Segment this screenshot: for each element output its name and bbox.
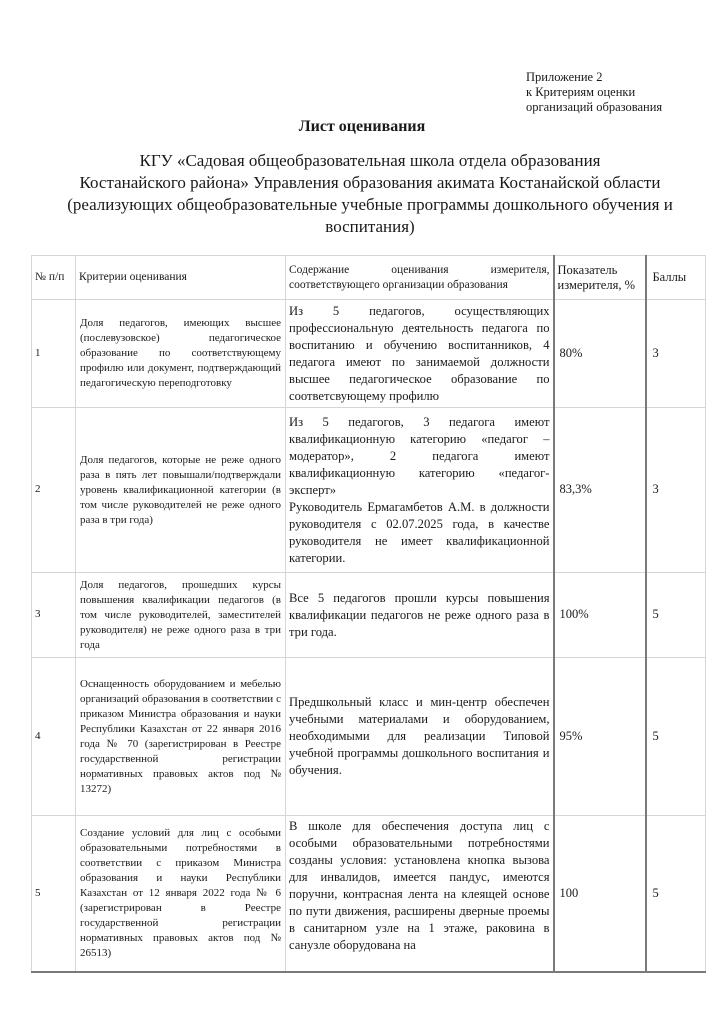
organization-line-1: КГУ «Садовая общеобразовательная школа отдела образования [139,151,601,170]
header-indicator: Показатель измерителя, % [554,256,646,300]
annex-note [526,70,662,115]
row-criteria: Оснащенность оборудованием и мебелью организаций образования в соответствии с приказом Министра образования и науки Республики Казахстан от 22 января 2016 года № 70 (зарегистрирован в Реестре государственной регистрации нормативных правовых актов под № 13272) [76,658,286,816]
header-content: Содержание оценивания измерителя, соответствующего организации образования [286,256,554,300]
organization-heading [40,150,700,238]
row-score: 3 [646,408,706,573]
table-row [32,300,706,408]
row-criteria: Доля педагогов, имеющих высшее (послевузовское) педагогическое образование по соответствующему профилю или документ, подтверждающий педагогическую переподготовку [76,300,286,408]
evaluation-table [31,255,706,973]
table-row [32,573,706,658]
organization-line-4: воспитания) [325,217,415,236]
annex-line-2: к Критериям оценки [526,85,636,99]
row-content: Предшкольный класс и мин-центр обеспечен учебными материалами и оборудованием, необходимыми для реализации Типовой учебной программы дошкольного воспитания и обучения. [286,658,554,816]
table-row [32,816,706,972]
row-content: Из 5 педагогов, осуществляющих профессиональную деятельность педагога по воспитанию и обучению воспитанников, 4 педагога имеют по занимаемой должности высшее педагогическое образование по соответсвующему профилю [286,300,554,408]
row-score: 5 [646,816,706,972]
row-number: 4 [32,658,76,816]
row-score: 3 [646,300,706,408]
row-indicator: 100 [554,816,646,972]
row-content-paragraph-2: Руководитель Ермагамбетов А.М. в должности руководителя с 02.07.2025 года, в качестве руководителя не имеет квалификационной категории. [289,499,550,565]
header-criteria: Критерии оценивания [76,256,286,300]
row-score: 5 [646,658,706,816]
row-content: В школе для обеспечения доступа лиц с особыми образовательными потребностями созданы условия: установлена кнопка вызова для инвалидов, имеется пандус, имеются поручни, контрасная лента на клеящей основе по пути движения, расширены дверные проемы в санитарном узле на 1 этаже, раковина в санузле оборудована на [286,816,554,972]
row-criteria: Создание условий для лиц с особыми образовательными потребностями в соответствии с приказом Министра образования и науки Республики Казахстан от 12 января 2022 года № 6 (зарегистрирован в Реестре государственной регистрации нормативных правовых актов под № 26513) [76,816,286,972]
document-title: Лист оценивания [298,118,426,135]
table-header-row [32,256,706,300]
row-content-paragraph-1: Из 5 педагогов, 3 педагога имеют квалификационную категорию «педагог – модератор», 2 педагога имеют квалификационную категорию «педагог-эксперт» [289,414,550,497]
row-indicator: 83,3% [554,408,646,573]
row-indicator: 80% [554,300,646,408]
annex-line-3: организаций образования [526,100,663,114]
table-row [32,658,706,816]
row-content [286,408,554,573]
header-num: № п/п [32,256,76,300]
table-row [32,408,706,573]
row-criteria: Доля педагогов, которые не реже одного раза в пять лет повышали/подтверждали уровень квалификационной категории (в том числе руководителей не реже одного раза в три года) [76,408,286,573]
row-number: 2 [32,408,76,573]
row-indicator: 95% [554,658,646,816]
row-number: 3 [32,573,76,658]
row-indicator: 100% [554,573,646,658]
row-number: 1 [32,300,76,408]
row-content: Все 5 педагогов прошли курсы повышения квалификации педагогов не реже одного раза в три года. [286,573,554,658]
annex-line-1: Приложение 2 [526,70,603,84]
row-criteria: Доля педагогов, прошедших курсы повышения квалификации педагогов (в том числе руководителей, заместителей руководителя) не реже одного раза в три года [76,573,286,658]
organization-line-3: (реализующих общеобразовательные учебные программы дошкольного обучения и [67,195,673,214]
organization-line-2: Костанайского района» Управления образования акимата Костанайской области [79,173,661,192]
row-score: 5 [646,573,706,658]
row-number: 5 [32,816,76,972]
header-score: Баллы [646,256,706,300]
